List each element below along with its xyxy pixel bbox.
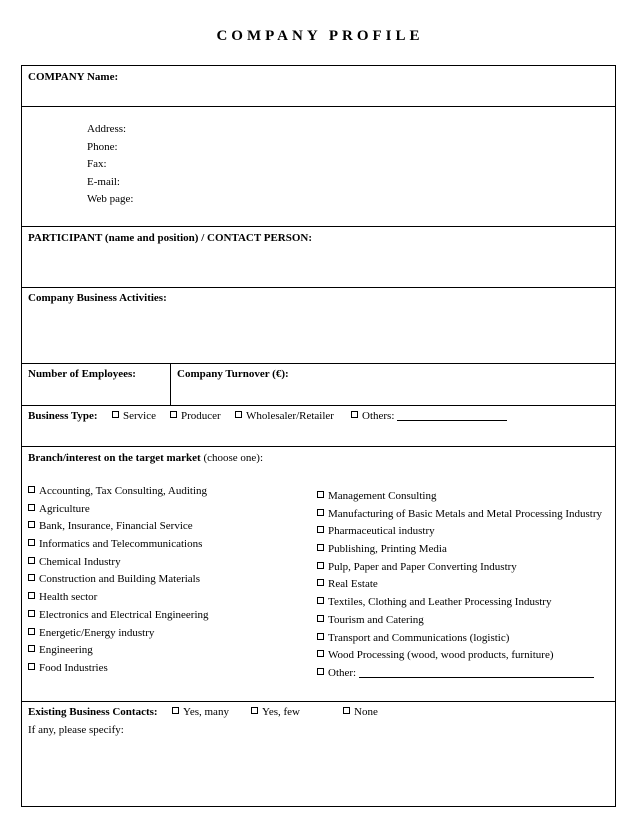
phone-field[interactable]: Phone:: [87, 140, 118, 153]
checkbox-icon[interactable]: [172, 707, 179, 714]
checkbox-icon[interactable]: [170, 411, 177, 418]
contacts-specify-label[interactable]: If any, please specify:: [28, 724, 124, 736]
checkbox-icon[interactable]: [28, 486, 35, 493]
branch-option[interactable]: Publishing, Printing Media: [317, 543, 602, 561]
checkbox-icon[interactable]: [317, 509, 324, 516]
checkbox-icon[interactable]: [351, 411, 358, 418]
branch-option[interactable]: Manufacturing of Basic Metals and Metal Processing Industry: [317, 508, 602, 526]
company-profile-form: [21, 65, 616, 807]
company-name-row[interactable]: [22, 66, 615, 107]
checkbox-icon[interactable]: [28, 574, 35, 581]
business-type-producer[interactable]: Producer: [170, 410, 221, 422]
branch-option[interactable]: Pharmaceutical industry: [317, 525, 602, 543]
others-blank[interactable]: [397, 411, 507, 421]
business-type-row: [22, 406, 615, 447]
branch-option[interactable]: Agriculture: [28, 503, 209, 521]
business-contacts-row: [22, 702, 615, 806]
branch-label: Branch/interest on the target market (choose one):: [28, 452, 264, 464]
checkbox-icon[interactable]: [317, 579, 324, 586]
checkbox-icon[interactable]: [317, 650, 324, 657]
employees-turnover-row: [22, 364, 615, 406]
branch-option[interactable]: Chemical Industry: [28, 556, 209, 574]
business-activities-label: Company Business Activities:: [28, 292, 167, 304]
checkbox-icon[interactable]: [28, 521, 35, 528]
business-activities-row[interactable]: [22, 288, 615, 364]
checkbox-icon[interactable]: [251, 707, 258, 714]
branch-option[interactable]: Tourism and Catering: [317, 614, 602, 632]
checkbox-icon[interactable]: [28, 610, 35, 617]
checkbox-icon[interactable]: [28, 628, 35, 635]
branch-option[interactable]: Real Estate: [317, 578, 602, 596]
branch-option[interactable]: Electronics and Electrical Engineering: [28, 609, 209, 627]
contact-details-row: [22, 107, 615, 227]
branch-option[interactable]: Informatics and Telecommunications: [28, 538, 209, 556]
branch-list-right: [317, 490, 602, 685]
branch-option[interactable]: Pulp, Paper and Paper Converting Industry: [317, 561, 602, 579]
checkbox-icon[interactable]: [317, 562, 324, 569]
branch-row: [22, 447, 615, 702]
checkbox-icon[interactable]: [317, 633, 324, 640]
checkbox-icon[interactable]: [317, 668, 324, 675]
address-field[interactable]: Address:: [87, 123, 127, 135]
branch-option[interactable]: Accounting, Tax Consulting, Auditing: [28, 485, 209, 503]
branch-list-left: [28, 485, 209, 680]
email-field[interactable]: E-mail:: [87, 175, 120, 188]
contacts-yes-few[interactable]: Yes, few: [251, 706, 300, 718]
other-blank[interactable]: [359, 668, 594, 678]
branch-option[interactable]: Food Industries: [28, 662, 209, 680]
company-name-label: COMPANY Name:: [28, 71, 119, 83]
branch-option[interactable]: Construction and Building Materials: [28, 573, 209, 591]
page-title: COMPANY PROFILE: [216, 28, 424, 44]
business-type-service[interactable]: Service: [112, 410, 156, 422]
checkbox-icon[interactable]: [28, 504, 35, 511]
participant-row[interactable]: [22, 227, 615, 288]
contacts-none[interactable]: None: [343, 706, 378, 718]
checkbox-icon[interactable]: [28, 539, 35, 546]
business-contacts-label: Existing Business Contacts:: [28, 706, 158, 718]
turnover-label[interactable]: Company Turnover (€):: [177, 368, 289, 380]
checkbox-icon[interactable]: [112, 411, 119, 418]
business-type-others[interactable]: Others:: [351, 410, 507, 422]
branch-option[interactable]: Transport and Communications (logistic): [317, 632, 602, 650]
checkbox-icon[interactable]: [317, 526, 324, 533]
participant-label: PARTICIPANT (name and position) / CONTACT PERSON:: [28, 232, 313, 244]
branch-option-other[interactable]: Other:: [317, 667, 602, 685]
branch-option[interactable]: Energetic/Energy industry: [28, 627, 209, 645]
branch-option[interactable]: Wood Processing (wood, wood products, furniture): [317, 649, 602, 667]
branch-option[interactable]: Health sector: [28, 591, 209, 609]
checkbox-icon[interactable]: [343, 707, 350, 714]
business-type-wholesaler[interactable]: Wholesaler/Retailer: [235, 410, 334, 422]
employees-label[interactable]: Number of Employees:: [28, 368, 136, 380]
checkbox-icon[interactable]: [28, 663, 35, 670]
branch-option[interactable]: Management Consulting: [317, 490, 602, 508]
business-type-label: Business Type:: [28, 410, 98, 422]
web-page-field[interactable]: Web page:: [87, 193, 134, 205]
checkbox-icon[interactable]: [28, 645, 35, 652]
checkbox-icon[interactable]: [28, 592, 35, 599]
contacts-yes-many[interactable]: Yes, many: [172, 706, 229, 718]
checkbox-icon[interactable]: [317, 491, 324, 498]
branch-option[interactable]: Bank, Insurance, Financial Service: [28, 520, 209, 538]
branch-option[interactable]: Textiles, Clothing and Leather Processing Industry: [317, 596, 602, 614]
fax-field[interactable]: Fax:: [87, 158, 107, 170]
checkbox-icon[interactable]: [317, 544, 324, 551]
checkbox-icon[interactable]: [317, 615, 324, 622]
column-divider: [170, 364, 171, 405]
checkbox-icon[interactable]: [317, 597, 324, 604]
checkbox-icon[interactable]: [235, 411, 242, 418]
checkbox-icon[interactable]: [28, 557, 35, 564]
branch-option[interactable]: Engineering: [28, 644, 209, 662]
